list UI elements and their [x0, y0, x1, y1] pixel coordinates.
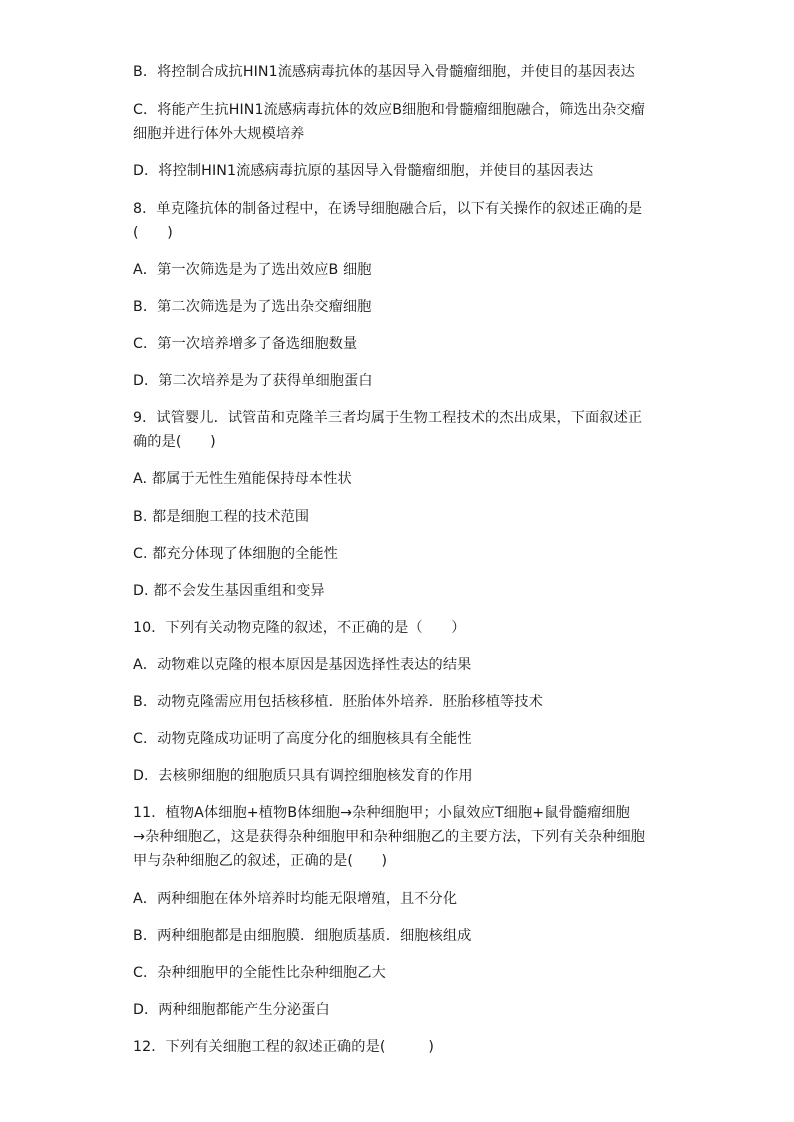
q8-option-a: A．第一次筛选是为了选出效应B 细胞: [133, 262, 372, 278]
q9-stem-cont: 确的是( ): [133, 434, 216, 450]
q9-option-c: C. 都充分体现了体细胞的全能性: [133, 546, 338, 562]
q10-option-d: D．去核卵细胞的细胞质只具有调控细胞核发育的作用: [133, 768, 473, 784]
q9-option-a: A. 都属于无性生殖能保持母本性状: [133, 471, 352, 487]
q7-option-d: D．将控制HIN1流感病毒抗原的基因导入骨髓瘤细胞，并使目的基因表达: [133, 163, 594, 179]
q10-option-a: A．动物难以克隆的根本原因是基因选择性表达的结果: [133, 657, 472, 673]
q11-option-a: A．两种细胞在体外培养时均能无限增殖，且不分化: [133, 891, 458, 907]
q9-option-b: B. 都是细胞工程的技术范围: [133, 509, 310, 525]
q12-stem: 12．下列有关细胞工程的叙述正确的是( ): [133, 1039, 434, 1055]
q11-stem: 11．植物A体细胞+植物B体细胞→杂种细胞甲；小鼠效应T细胞+鼠骨髓瘤细胞: [133, 805, 630, 821]
q9-stem: 9．试管婴儿．试管苗和克隆羊三者均属于生物工程技术的杰出成果，下面叙述正: [133, 410, 643, 426]
q10-option-b: B．动物克隆需应用包括核移植．胚胎体外培养．胚胎移植等技术: [133, 694, 543, 710]
q11-stem-cont-2: 甲与杂种细胞乙的叙述，正确的是( ): [133, 853, 388, 869]
q10-option-c: C．动物克隆成功证明了高度分化的细胞核具有全能性: [133, 731, 472, 747]
q11-option-c: C．杂种细胞甲的全能性比杂种细胞乙大: [133, 965, 386, 981]
q8-option-b: B．第二次筛选是为了选出杂交瘤细胞: [133, 299, 372, 315]
q11-option-d: D．两种细胞都能产生分泌蛋白: [133, 1002, 330, 1018]
q8-stem-cont: ( ): [133, 225, 173, 241]
q8-option-c: C．第一次培养增多了备选细胞数量: [133, 336, 358, 352]
q11-option-b: B．两种细胞都是由细胞膜．细胞质基质．细胞核组成: [133, 928, 472, 944]
q7-option-b: B．将控制合成抗HIN1流感病毒抗体的基因导入骨髓瘤细胞，并使目的基因表达: [133, 64, 635, 80]
q7-option-c: C．将能产生抗HIN1流感病毒抗体的效应B细胞和骨髓瘤细胞融合，筛选出杂交瘤: [133, 102, 645, 118]
q11-stem-cont-1: →杂种细胞乙，这是获得杂种细胞甲和杂种细胞乙的主要方法，下列有关杂种细胞: [133, 829, 646, 845]
q8-stem: 8．单克隆抗体的制备过程中，在诱导细胞融合后，以下有关操作的叙述正确的是: [133, 201, 643, 217]
q7-option-c-cont: 细胞并进行体外大规模培养: [133, 126, 305, 142]
q8-option-d: D．第二次培养是为了获得单细胞蛋白: [133, 373, 373, 389]
q9-option-d: D. 都不会发生基因重组和变异: [133, 583, 325, 599]
q10-stem: 10．下列有关动物克隆的叙述，不正确的是（ ）: [133, 620, 466, 636]
